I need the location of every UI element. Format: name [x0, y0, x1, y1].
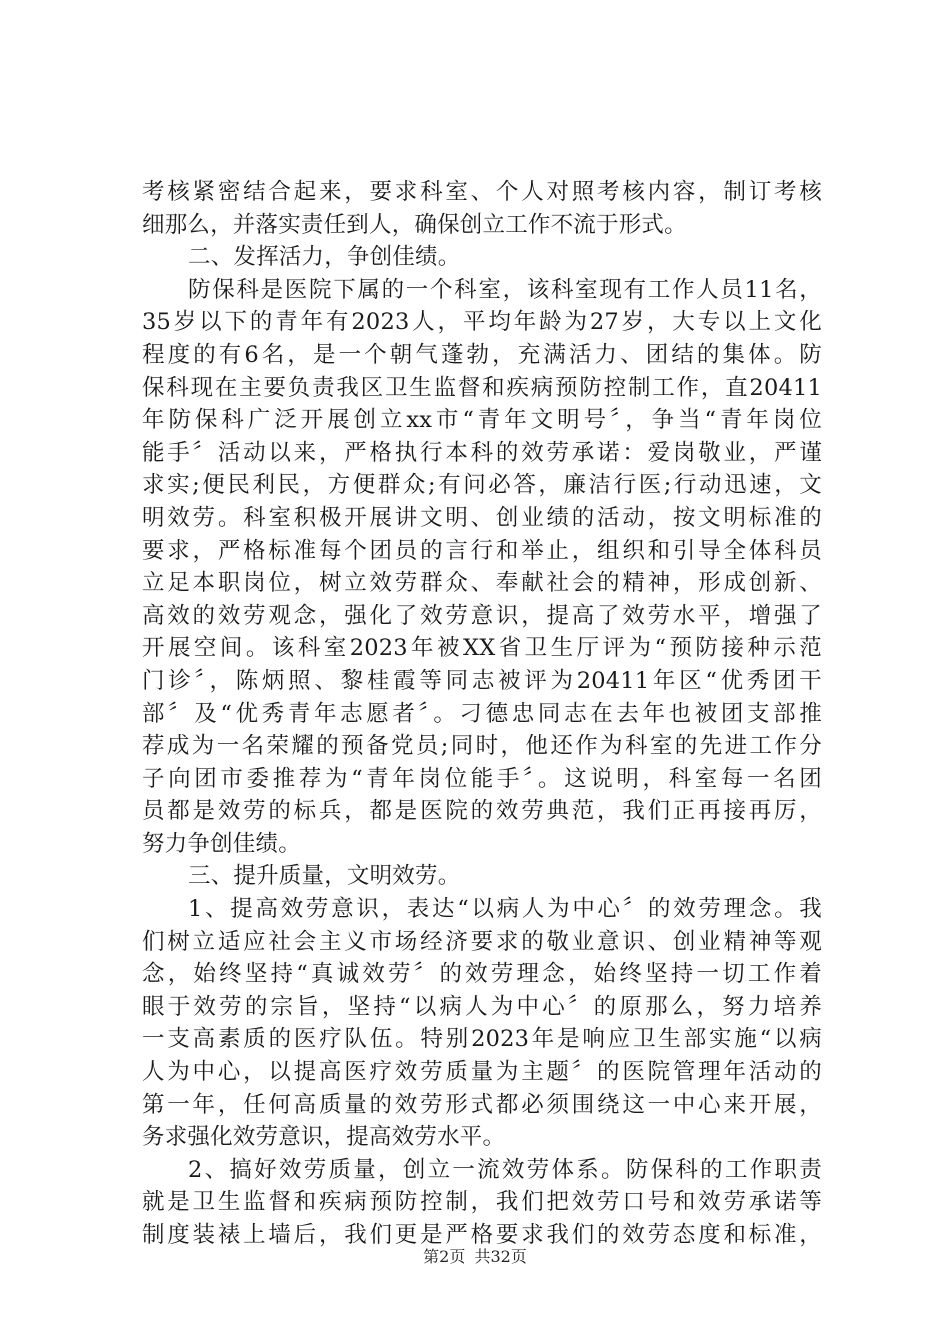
text-line: 三、提升质量，文明效劳。	[188, 863, 461, 890]
text-line: 就是卫生监督和疾病预防控制，我们把效劳口号和效劳承诺等	[142, 1189, 822, 1216]
text-line: 制度装裱上墙后，我们更是严格要求我们的效劳态度和标准，	[142, 1222, 822, 1248]
text-line: 眼于效劳的宗旨，坚持“以病人为中心〞的原那么，努力培养	[142, 993, 822, 1020]
text-line: 1、提高效劳意识，表达“以病人为中心〞的效劳理念。我	[188, 896, 822, 923]
text-line: 细那么，并落实责任到人，确保创立工作不流于形式。	[142, 211, 687, 238]
text-line: 防保科是医院下属的一个科室，该科室现有工作人员11名，	[188, 276, 822, 303]
text-line: 年防保科广泛开展创立xx市“青年文明号〞，争当“青年岗位	[142, 407, 822, 434]
text-line: 们树立适应社会主义市场经济要求的敬业意识、创业精神等观	[142, 928, 822, 955]
page-total: 共32页	[474, 1247, 527, 1266]
document-body	[142, 176, 822, 1252]
text-line: 门诊〞，陈炳照、黎桂霞等同志被评为20411年区“优秀团干	[142, 667, 822, 694]
text-line: 要求，严格标准每个团员的言行和举止，组织和引导全体科员	[142, 537, 822, 564]
text-line: 人为中心，以提高医疗效劳质量为主题〞的医院管理年活动的	[142, 1059, 822, 1086]
text-line: 子向团市委推荐为“青年岗位能手〞。这说明，科室每一名团	[142, 765, 822, 792]
page-number: 第2页	[423, 1247, 466, 1266]
text-line: 2、搞好效劳质量，创立一流效劳体系。防保科的工作职责	[188, 1156, 822, 1183]
text-line: 开展空间。该科室2023年被XX省卫生厅评为“预防接种示范	[142, 635, 822, 662]
text-line: 部〞及“优秀青年志愿者〞。刁德忠同志在去年也被团支部推	[142, 700, 822, 727]
text-line: 第一年，任何高质量的效劳形式都必须围绕这一中心来开展，	[142, 1091, 822, 1118]
text-line: 务求强化效劳意识，提高效劳水平。	[142, 1124, 506, 1151]
text-line: 程度的有6名，是一个朝气蓬勃，充满活力、团结的集体。防	[142, 341, 822, 368]
text-line: 明效劳。科室积极开展讲文明、创业绩的活动，按文明标准的	[142, 504, 822, 531]
text-line: 35岁以下的青年有2023人，平均年龄为27岁，大专以上文化	[142, 309, 822, 336]
text-line: 能手〞活动以来，严格执行本科的效劳承诺：爱岗敬业，严谨	[142, 439, 822, 466]
text-line: 立足本职岗位，树立效劳群众、奉献社会的精神，形成创新、	[142, 570, 822, 597]
text-line: 求实;便民利民，方便群众;有问必答，廉洁行医;行动迅速，文	[142, 472, 822, 499]
text-line: 保科现在主要负责我区卫生监督和疾病预防控制工作，直20411	[142, 374, 822, 401]
text-line: 念，始终坚持“真诚效劳〞的效劳理念，始终坚持一切工作着	[142, 961, 822, 988]
text-line: 考核紧密结合起来，要求科室、个人对照考核内容，制订考核	[142, 179, 822, 205]
text-line: 二、发挥活力，争创佳绩。	[188, 244, 461, 271]
text-line: 高效的效劳观念，强化了效劳意识，提高了效劳水平，增强了	[142, 602, 822, 629]
text-line: 一支高素质的医疗队伍。特别2023年是响应卫生部实施“以病	[142, 1026, 822, 1053]
page-footer	[0, 1244, 950, 1267]
text-line: 努力争创佳绩。	[142, 830, 301, 857]
text-line: 员都是效劳的标兵，都是医院的效劳典范，我们正再接再厉，	[142, 798, 822, 825]
text-line: 荐成为一名荣耀的预备党员;同时，他还作为科室的先进工作分	[142, 733, 822, 760]
